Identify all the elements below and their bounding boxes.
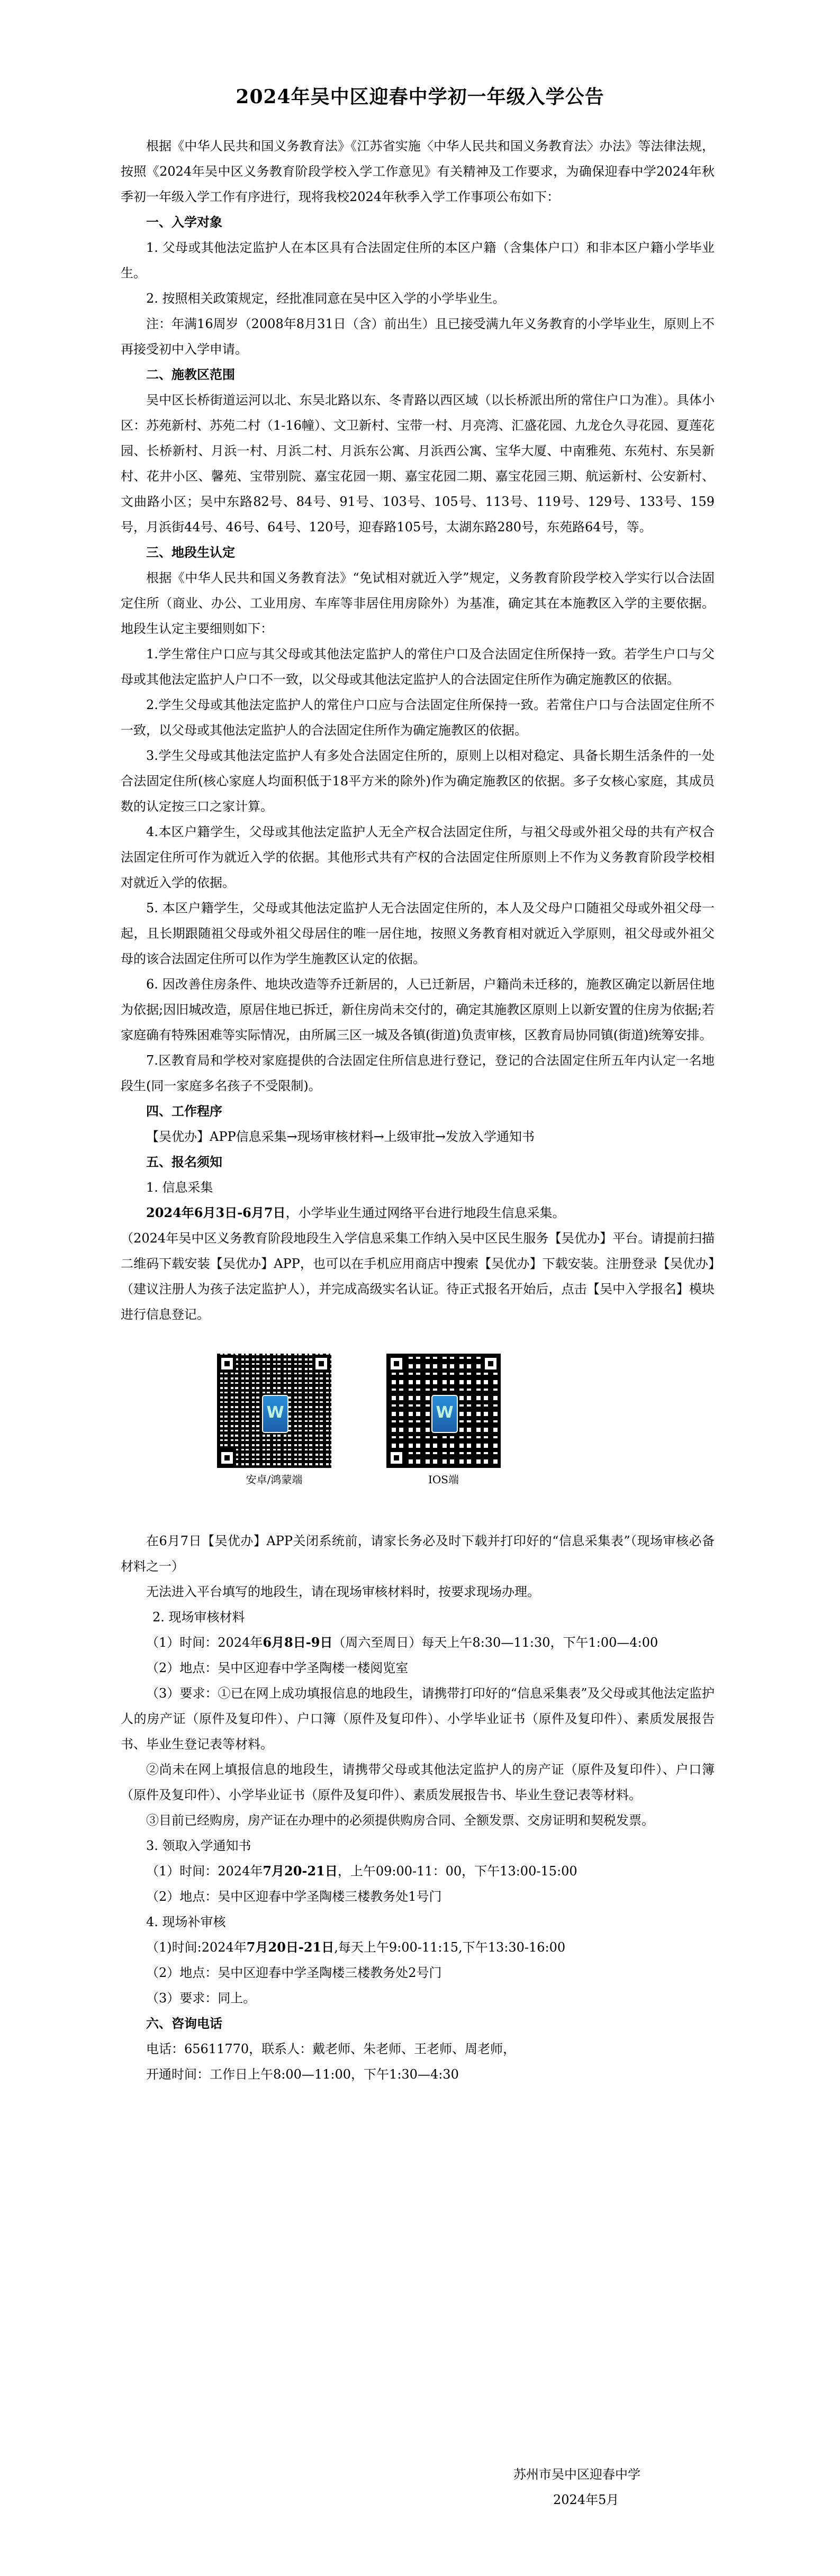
notice-pickup-location: （2）地点：吴中区迎春中学圣陶楼三楼教务处1号门 (146, 1889, 442, 1904)
paragraph: 1.学生常住户口应与其父母或其他法定监护人的常住户口及合法固定住所保持一致。若学生户口与父母或其他法定监护人户口不一致，以父母或其他法定监护人的合法固定住所作为确定施教区的依据。 (121, 647, 715, 687)
onsite-review-requirement-1: （3）要求：①已在网上成功填报信息的地段生，请携带打印好的“信息采集表”及父母或其他法定监护人的房产证（原件及复印件）、户口簿（原件及复印件）、小学毕业证书（原件及复印件）、素质发展报告书、毕业生登记表等材料。 (121, 1686, 715, 1752)
paragraph: 在6月7日【吴优办】APP关闭系统前，请家长务必及时下载并打印好的“信息采集表”（现场审核必备材料之一） (121, 1534, 715, 1574)
subheading-supplementary-review: 4. 现场补审核 (146, 1915, 226, 1929)
notice-pickup-time (121, 1858, 715, 1884)
paragraph: 2.学生父母或其他法定监护人的常住户口应与合法固定住所保持一致。若常住户口与合法固定住所不一致，以父母或其他法定监护人的合法固定住所作为确定施教区的依据。 (121, 697, 715, 738)
paragraph: 3.学生父母或其他法定监护人有多处合法固定住所的，原则上以相对稳定、具备长期生活条件的一处合法固定住所(核心家庭人均面积低于18平方米的除外)作为确定施教区的依据。多子女核心家庭，其成员数的认定按三口之家计算。 (121, 748, 715, 814)
onsite-review-time (121, 1630, 715, 1655)
paragraph: 吴中区长桥街道运河以北、东吴北路以东、冬青路以西区域（以长桥派出所的常住户口为准）。具体小区：苏苑新村、苏苑二村（1-16幢）、文卫新村、宝带一村、月亮湾、汇盛花园、九龙仓久寻花园、夏莲花园、长桥新村、月浜一村、月浜二村、月浜东公寓、月浜西公寓、宝华大厦、中南雅苑、东苑村、东吴新村、花井小区、馨苑、宝带别院、嘉宝花园一期、嘉宝花园二期、嘉宝花园三期、航运新村、公安新村、文曲路小区；吴中东路82号、84号、91号、103号、105号、113号、119号、129号、133号、159号，月浜街44号、46号、64号、120号，迎春路105号，太湖东路280号，东苑路64号，等。 (121, 393, 715, 534)
onsite-review-date: 6月8日-9日 (263, 1635, 333, 1650)
qr-code-row (121, 1354, 715, 1512)
contact-hours: 开通时间：工作日上午8:00—11:00，下午1:30—4:30 (146, 2067, 459, 2082)
paragraph: 4.本区户籍学生，父母或其他法定监护人无全产权合法固定住所，与祖父母或外祖父母的共有产权合法固定住所可作为就近入学的依据。其他形式共有产权的合法固定住所原则上不作为义务教育阶段学校相对就近入学的依据。 (121, 824, 715, 890)
time-rest: （周六至周日）每天上午8:30—11:30，下午1:00—4:00 (332, 1635, 658, 1650)
section-heading-school-district: 二、施教区范围 (146, 367, 235, 382)
info-collection-detail: （2024年吴中区义务教育阶段地段生入学信息采集工作纳入吴中区民生服务【吴优办】平台。请提前扫描二维码下载安装【吴优办】APP，也可以在手机应用商店中搜索【吴优办】下载安装。注册登录【吴优办】（建议注册人为孩子法定监护人），并完成高级实名认证。待正式报名开始后，点击【吴中入学报名】模块进行信息登记。 (121, 1231, 715, 1322)
paragraph: 1. 父母或其他法定监护人在本区具有合法固定住所的本区户籍（含集体户口）和非本区户籍小学毕业生。 (121, 240, 715, 280)
section-heading-work-procedure: 四、工作程序 (146, 1103, 222, 1119)
onsite-review-requirement-2: ②尚未在网上填报信息的地段生，请携带父母或其他法定监护人的房产证（原件及复印件）、户口簿（原件及复印件）、小学毕业证书（原件及复印件）、素质发展报告书、毕业生登记表等材料。 (121, 1762, 715, 1802)
paragraph: 根据《中华人民共和国义务教育法》“免试相对就近入学”规定，义务教育阶段学校入学实行以合法固定住所（商业、办公、工业用房、车库等非居住用房除外）为基准，确定其在本施教区入学的主要依据。地段生认定主要细则如下： (121, 570, 715, 636)
subheading-notice-pickup: 3. 领取入学通知书 (146, 1838, 251, 1853)
supplementary-review-time (121, 1935, 715, 1960)
note-paragraph: 注：年满16周岁（2008年8月31日（含）前出生）且已接受满九年义务教育的小学毕业生，原则上不再接受初中入学申请。 (121, 316, 715, 357)
section-heading-contact: 六、咨询电话 (146, 2016, 222, 2031)
info-collection-date-desc: ，小学毕业生通过网络平台进行地段生信息采集。 (285, 1205, 565, 1220)
time-rest: ，上午09:00-11：00，下午13:00-15:00 (337, 1864, 577, 1879)
qr-label: 安卓/鸿蒙端 (246, 1473, 303, 1486)
time-prefix: （1）时间：2024年 (146, 1864, 263, 1879)
qr-android-harmony (216, 1354, 332, 1512)
qr-ios (385, 1354, 502, 1512)
procedure-flow: 【吴优办】APP信息采集→现场审核材料→上级审批→发放入学通知书 (146, 1129, 535, 1144)
info-collection-date-range: 2024年6月3日-6月7日 (146, 1205, 286, 1220)
qr-code-icon[interactable] (217, 1354, 331, 1468)
subheading-info-collection: 1. 信息采集 (146, 1180, 213, 1195)
info-collection-dates (121, 1200, 715, 1226)
paragraph: 6. 因改善住房条件、地块改造等乔迁新居的，人已迁新居，户籍尚未迁移的，施教区确定以新居住地为依据;因旧城改造，原居住地已拆迁，新住房尚未交付的，确定其施教区原则上以新安置的住房为依据;若家庭确有特殊困难等实际情况，由所属三区一城及各镇(街道)负责审核，区教育局协同镇(街道)统筹安排。 (121, 977, 715, 1042)
paragraph: 无法进入平台填写的地段生，请在现场审核材料时，按要求现场办理。 (146, 1584, 540, 1599)
announcement-body (121, 133, 715, 2087)
subheading-onsite-review: 2. 现场审核材料 (152, 1610, 245, 1625)
page-title: 2024年吴中区迎春中学初一年级入学公告 (236, 86, 604, 108)
paragraph: 5. 本区户籍学生，父母或其他法定监护人无合法固定住所的，本人及父母户口随祖父母或外祖父母一起，且长期跟随祖父母或外祖父母居住的唯一居住地，按照义务教育相对就近入学原则，祖父母或外祖父母的该合法固定住所可以作为学生施教区认定的依据。 (121, 901, 715, 966)
app-logo-icon: W (262, 1395, 288, 1433)
time-rest: ,每天上午9:00-11:15,下午13:30-16:00 (334, 1940, 566, 1955)
onsite-review-requirement-3: ③目前已经购房，房产证在办理中的必须提供购房合同、全额发票、交房证明和契税发票。 (146, 1813, 654, 1828)
section-heading-district-student-criteria: 三、地段生认定 (146, 545, 235, 560)
section-heading-registration-notes: 五、报名须知 (146, 1154, 222, 1169)
qr-label: IOS端 (428, 1473, 459, 1486)
supplementary-review-location: （2）地点：吴中区迎春中学圣陶楼三楼教务处2号门 (146, 1965, 442, 1980)
time-prefix: （1)时间:2024年 (146, 1940, 247, 1955)
supplementary-review-date: 7月20日-21日 (246, 1939, 335, 1955)
supplementary-review-requirement: （3）要求：同上。 (146, 1991, 256, 2006)
app-logo-icon: W (431, 1395, 458, 1433)
contact-phone: 电话：65611770，联系人：戴老师、朱老师、王老师、周老师， (146, 2042, 516, 2056)
intro-paragraph: 根据《中华人民共和国义务教育法》《江苏省实施〈中华人民共和国义务教育法〉办法》等法律法规，按照《2024年吴中区义务教育阶段学校入学工作意见》有关精神及工作要求，为确保迎春中学2024年秋季初一年级入学工作有序进行，现将我校2024年秋季入学工作事项公布如下： (121, 139, 715, 204)
onsite-review-location: （2）地点：吴中区迎春中学圣陶楼一楼阅览室 (146, 1661, 409, 1675)
paragraph: 7.区教育局和学校对家庭提供的合法固定住所信息进行登记，登记的合法固定住所五年内认定一名地段生(同一家庭多名孩子不受限制)。 (121, 1053, 715, 1093)
time-prefix: （1）时间：2024年 (146, 1635, 263, 1650)
signature-date: 2024年5月 (553, 2492, 619, 2507)
notice-pickup-date: 7月20-21日 (263, 1863, 338, 1879)
signature-organization: 苏州市吴中区迎春中学 (513, 2467, 640, 2482)
paragraph: 2. 按照相关政策规定，经批准同意在吴中区入学的小学毕业生。 (146, 291, 505, 306)
signature-block (0, 2462, 840, 2512)
section-heading-enrollment-targets: 一、入学对象 (146, 214, 222, 230)
qr-code-icon[interactable] (386, 1354, 501, 1468)
